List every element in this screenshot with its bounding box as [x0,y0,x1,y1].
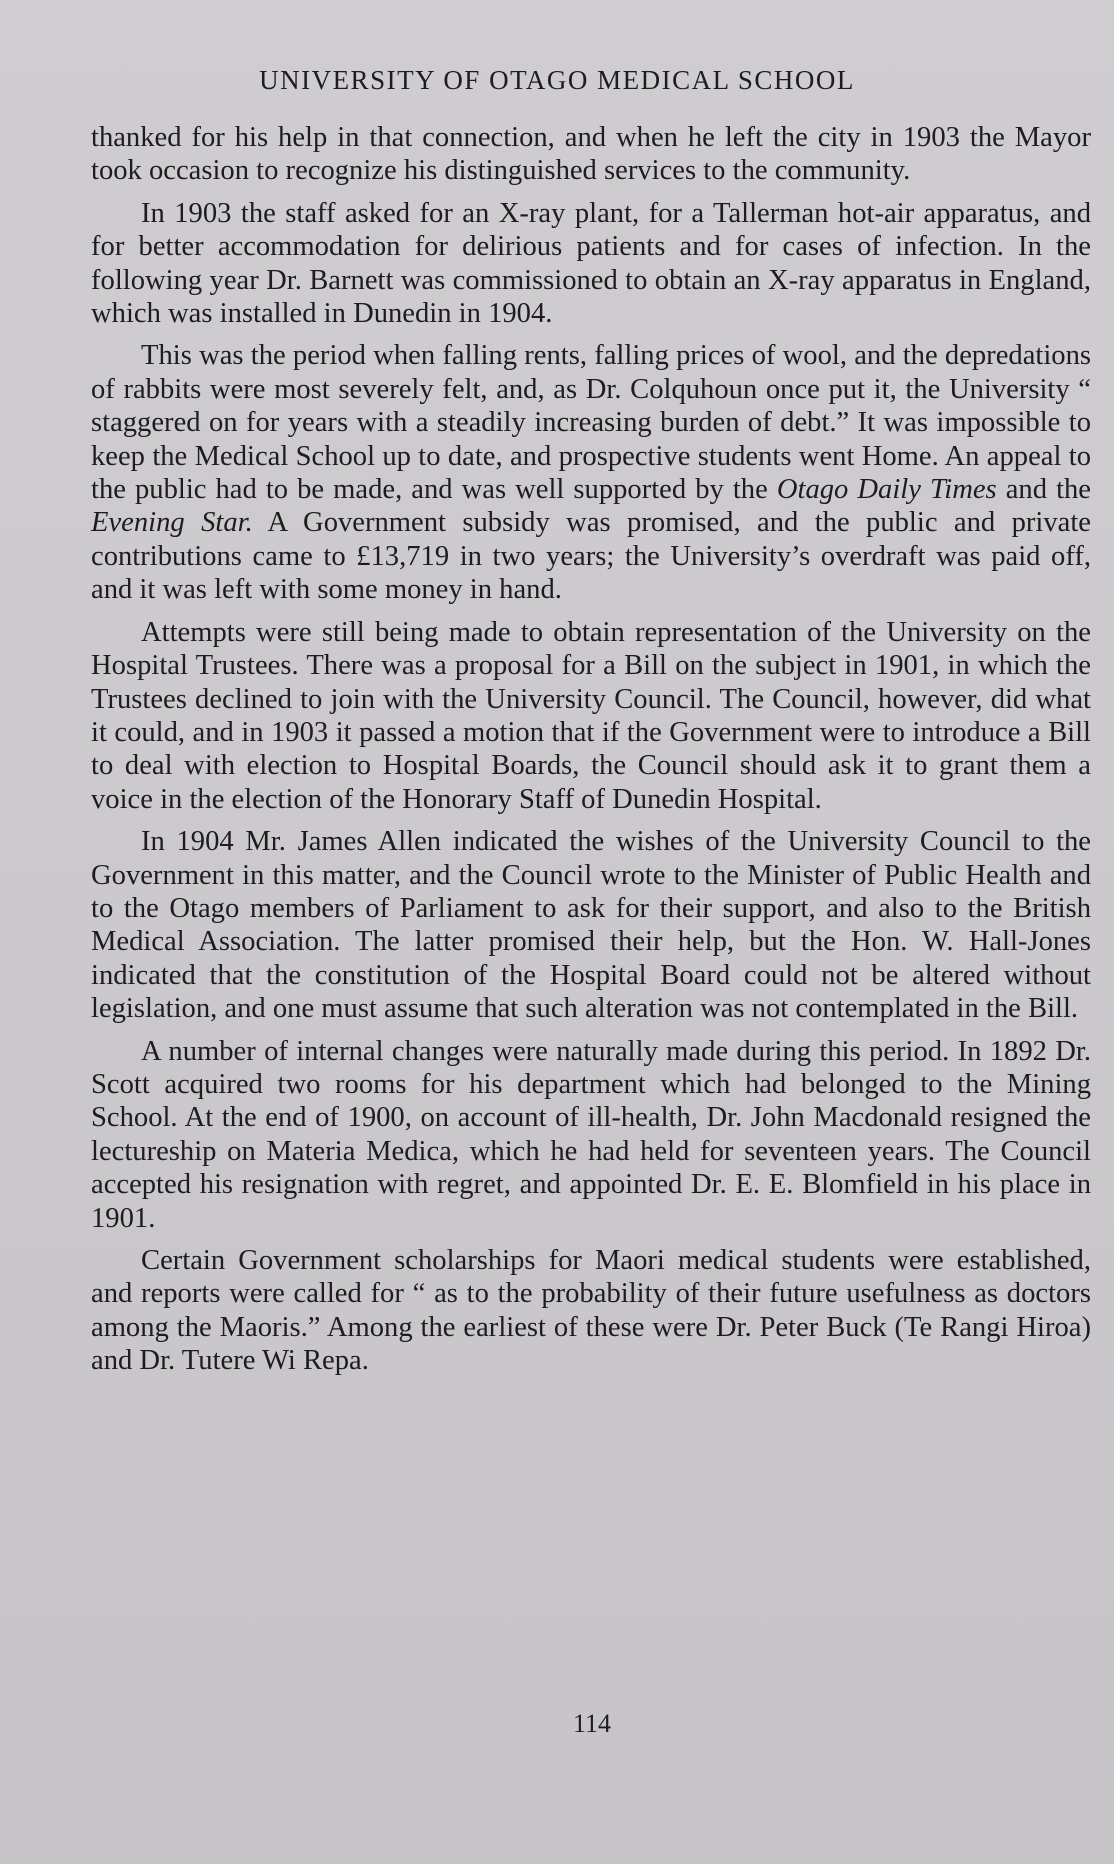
paragraph-internal-changes: A number of internal changes were naturally made during this period. In 1892 Dr. Scott acquired two rooms for his department which had belonged to the Mining School. At the end of 1900, on account of ill-health, Dr. John Macdonald resigned the lectureship on Materia Medica, which he had held for seventeen years. The Council accepted his resignation with regret, and appointed Dr. E. E. Blomfield in his place in 1901. [91,1035,1091,1234]
running-head: UNIVERSITY OF OTAGO MEDICAL SCHOOL [259,65,855,95]
paragraph-maori-scholarships: Certain Government scholarships for Maori medical students were established, and reports were called for “ as to the probability of their future usefulness as doctors among the Maoris.” Among the earliest of these were Dr. Peter Buck (Te Rangi Hiroa) and Dr. Tutere Wi Repa. [91,1245,1091,1377]
paragraph-james-allen: In 1904 Mr. James Allen indicated the wishes of the University Council to the Government in this matter, and the Council wrote to the Minister of Public Health and to the Otago members of Parliament to ask for their support, and also to the British Medical Association. The latter promised their help, but the Hon. W. Hall-Jones indicated that the constitution of the Hospital Board could not be altered without legislation, and one must assume that such alteration was not contemplated in the Bill. [91,826,1091,1025]
paragraph-continued: thanked for his help in that connection, and when he left the city in 1903 the Mayor took occasion to recognize his distinguished services to the community. [91,122,1091,187]
paragraph-xray-plant: In 1903 the staff asked for an X-ray plant, for a Tallerman hot-air apparatus, and for better accommodation for delirious patients and for cases of infection. In the following year Dr. Barnett was commissioned to obtain an X-ray apparatus in England, which was installed in Dunedin in 1904. [91,197,1091,330]
newspaper-title-evening-star: Evening Star. [91,507,253,539]
paragraph-text: and the [996,474,1092,506]
paragraph-text: This was the period when falling rents, falling prices of wool, and the depredations of rabbits were most severely felt, and, as Dr. Colquhoun once put it, the University “ staggered on for years with a steadily increasing burden of debt.” It was impossible to keep the Medical School up to date, and prospective students went Home. An appeal to the public had to be made, and was well supported by the [91,340,1091,506]
page-number: 114 [572,1709,612,1738]
paragraph-public-appeal [91,339,1091,606]
paragraph-hospital-trustees: Attempts were still being made to obtain representation of the University on the Hospital Trustees. There was a proposal for a Bill on the subject in 1901, in which the Trustees declined to join with the University Council. The Council, however, did what it could, and in 1903 it passed a motion that if the Government were to introduce a Bill to deal with election to Hospital Boards, the Council should ask it to grant them a voice in the election of the Honorary Staff of Dunedin Hospital. [91,616,1091,815]
body-text [91,121,1091,1387]
newspaper-title-otago-daily-times: Otago Daily Times [776,474,997,506]
paragraph-text: A Government subsidy was promised, and the public and private contributions came to £13,719 in two years; the University’s overdraft was paid off, and it was left with some money in hand. [91,507,1091,606]
